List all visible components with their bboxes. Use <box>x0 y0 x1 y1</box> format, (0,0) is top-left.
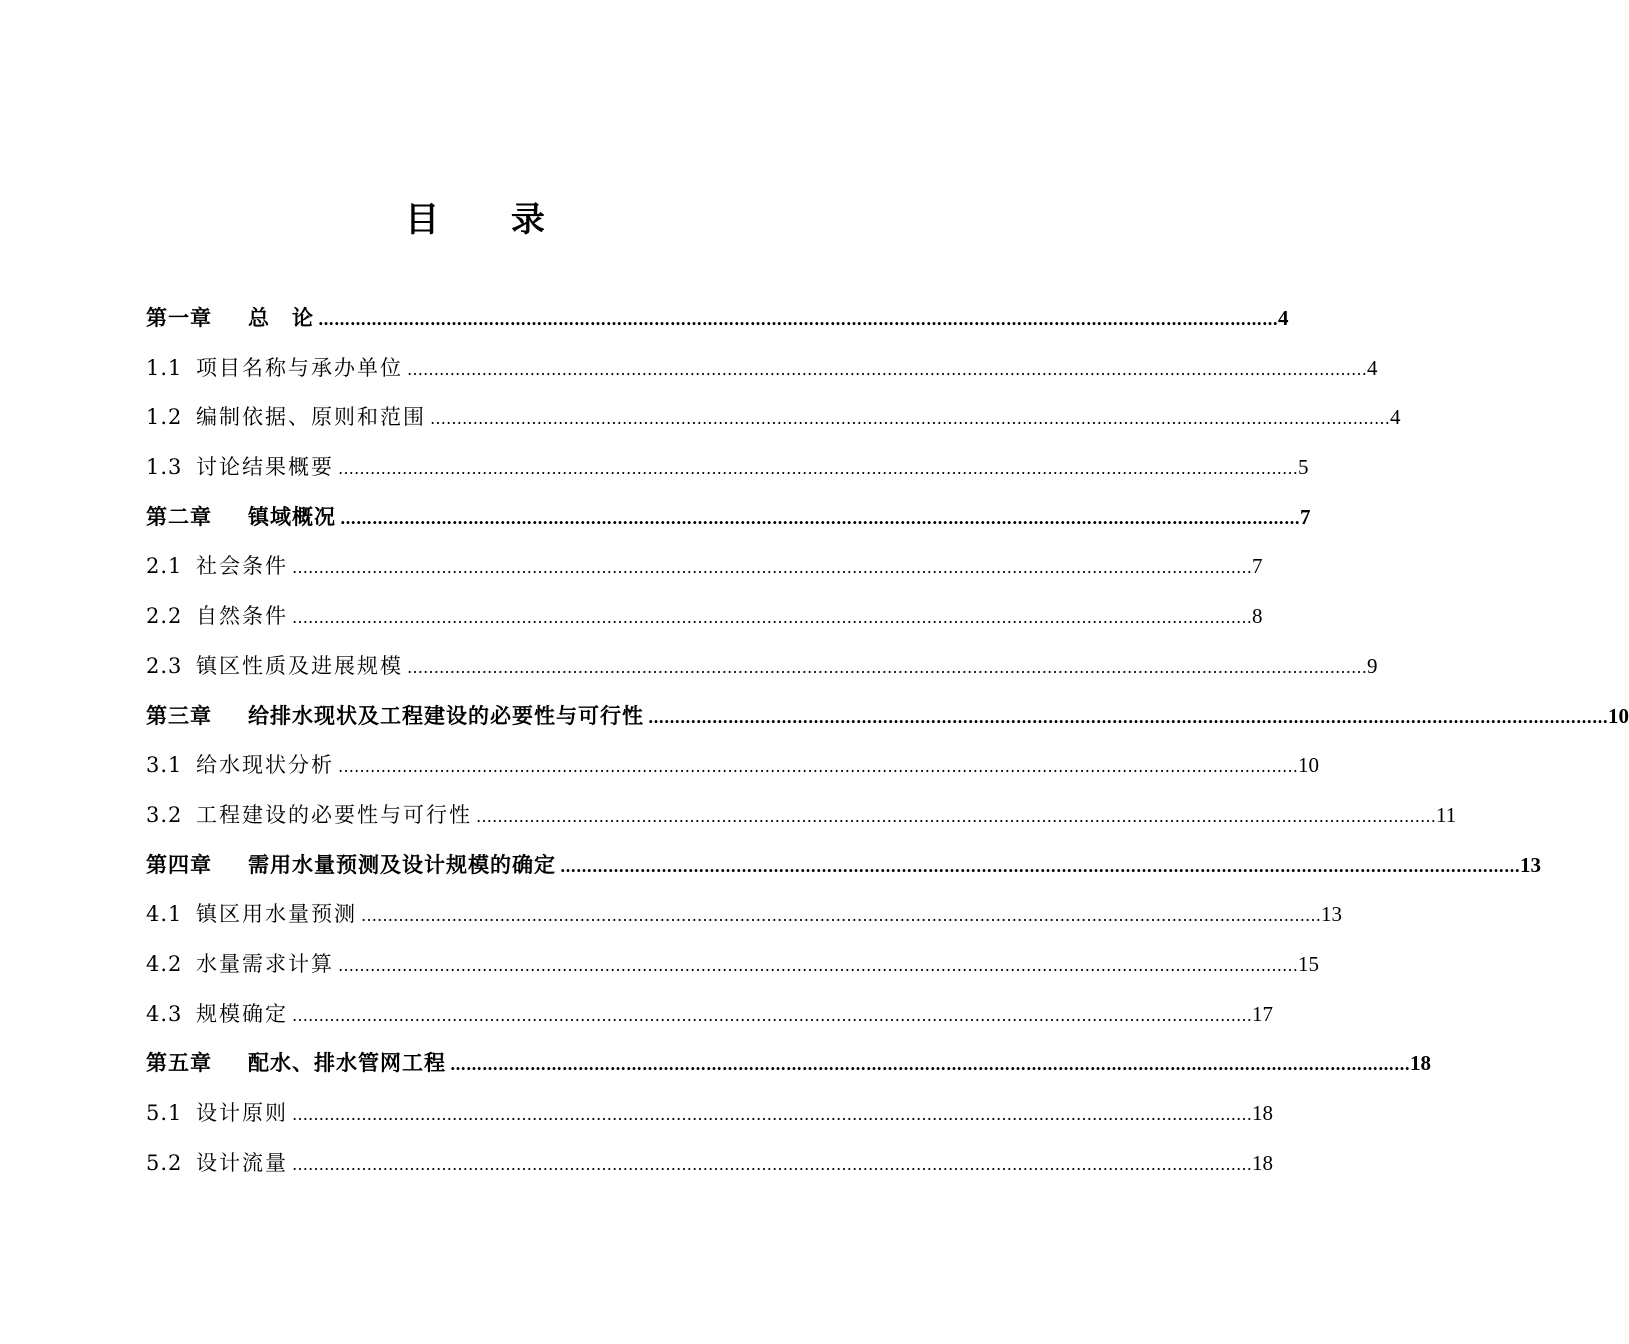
toc-page-number: 18 <box>1252 1101 1273 1125</box>
toc-entry-number: 第五章 <box>146 1051 212 1076</box>
toc-entry[interactable] <box>146 1039 1431 1089</box>
toc-dot-leader: ……………………………………………………………………………………………………………………………………………………………… <box>338 955 1298 975</box>
toc-entry-title: 工程建设的必要性与可行性 <box>196 802 472 827</box>
toc-entry-number: 第二章 <box>146 504 212 529</box>
toc-entry[interactable] <box>146 393 1401 443</box>
toc-entry[interactable] <box>146 443 1309 493</box>
toc-entry-number: 4.3 <box>146 1001 183 1026</box>
toc-dot-leader: ……………………………………………………………………………………………………………………………………………………………… <box>476 806 1436 826</box>
toc-entry-title: 讨论结果概要 <box>196 455 334 480</box>
toc-page-number: 4 <box>1367 355 1378 380</box>
toc-entry-title: 需用水量预测及设计规模的确定 <box>248 852 556 877</box>
toc-page-number: 5 <box>1298 455 1309 480</box>
toc-entry-title: 给排水现状及工程建设的必要性与可行性 <box>248 703 644 728</box>
toc-dot-leader: ……………………………………………………………………………………………………………………………………………………………… <box>361 906 1321 926</box>
toc-entry-number: 第一章 <box>146 306 212 330</box>
toc-entry-number: 2.3 <box>146 653 183 678</box>
toc-entry[interactable] <box>146 741 1319 791</box>
toc-dot-leader: ……………………………………………………………………………………………………………………………………………………………… <box>560 856 1520 876</box>
toc-page-number: 8 <box>1252 604 1263 629</box>
toc-entry[interactable] <box>146 344 1378 394</box>
toc-entry[interactable] <box>146 493 1311 543</box>
toc-page-number: 7 <box>1252 554 1263 579</box>
toc-entry-number: 3.1 <box>146 753 183 778</box>
toc-entry-number: 4.2 <box>146 951 183 976</box>
toc-title: 目 录 <box>405 200 575 240</box>
toc-page-number: 15 <box>1298 951 1319 976</box>
toc-entry[interactable] <box>146 1089 1273 1139</box>
toc-entry[interactable] <box>146 940 1319 990</box>
toc-entry[interactable] <box>146 990 1273 1040</box>
toc-dot-leader: ……………………………………………………………………………………………………………………………………………………………… <box>340 508 1300 528</box>
toc-dot-leader: ……………………………………………………………………………………………………………………………………………………………… <box>338 757 1298 777</box>
toc-page-number: 13 <box>1520 852 1541 877</box>
toc-entry[interactable] <box>146 642 1378 692</box>
toc-dot-leader: ……………………………………………………………………………………………………………………………………………………………… <box>407 359 1367 379</box>
toc-page-number: 10 <box>1298 753 1319 778</box>
toc-page-number: 4 <box>1278 306 1289 330</box>
toc-entry-number: 4.1 <box>146 902 183 927</box>
toc-entry-title: 编制依据、原则和范围 <box>196 405 426 430</box>
toc-entry[interactable] <box>146 841 1541 891</box>
toc-entry-number: 2.1 <box>146 554 183 579</box>
toc-dot-leader: ……………………………………………………………………………………………………………………………………………………………… <box>318 310 1278 329</box>
toc-entry-title: 设计原则 <box>196 1101 288 1125</box>
toc-entry-title: 社会条件 <box>196 554 288 579</box>
toc-entry-number: 1.1 <box>146 355 183 380</box>
toc-dot-leader: ……………………………………………………………………………………………………………………………………………………………… <box>430 409 1390 429</box>
toc-entry[interactable] <box>146 542 1263 592</box>
toc-dot-leader: ……………………………………………………………………………………………………………………………………………………………… <box>407 657 1367 677</box>
toc-dot-leader: ……………………………………………………………………………………………………………………………………………………………… <box>292 1154 1252 1174</box>
toc-entry-title: 总 论 <box>248 306 314 330</box>
toc-entry-number: 第三章 <box>146 703 212 728</box>
toc-page-number: 9 <box>1367 653 1378 678</box>
toc-dot-leader: ……………………………………………………………………………………………………………………………………………………………… <box>292 1005 1252 1025</box>
toc-page-number: 7 <box>1300 504 1311 529</box>
toc-entry-title: 镇域概况 <box>248 504 336 529</box>
toc-entry-number: 5.1 <box>146 1101 183 1125</box>
toc-entry-title: 规模确定 <box>196 1001 288 1026</box>
toc-page-number: 18 <box>1252 1150 1273 1175</box>
toc-page-number: 11 <box>1436 802 1457 827</box>
toc-dot-leader: ……………………………………………………………………………………………………………………………………………………………… <box>292 608 1252 628</box>
toc-entry-number: 3.2 <box>146 802 183 827</box>
toc-entry-number: 1.2 <box>146 405 183 430</box>
toc-entry[interactable] <box>146 1139 1273 1189</box>
toc-dot-leader: ……………………………………………………………………………………………………………………………………………………………… <box>648 707 1608 727</box>
toc-dot-leader: ……………………………………………………………………………………………………………………………………………………………… <box>292 1105 1252 1124</box>
toc-entry[interactable] <box>146 791 1457 841</box>
toc-entry-title: 项目名称与承办单位 <box>196 355 403 380</box>
toc-entry[interactable] <box>146 692 1629 742</box>
toc-entry[interactable] <box>146 890 1342 940</box>
toc-page-number: 18 <box>1410 1051 1431 1076</box>
toc-page-number: 13 <box>1321 902 1342 927</box>
toc-entry[interactable] <box>146 592 1263 642</box>
toc-entry-number: 5.2 <box>146 1150 183 1175</box>
toc-dot-leader: ……………………………………………………………………………………………………………………………………………………………… <box>450 1055 1410 1075</box>
toc-entry[interactable] <box>146 294 1289 344</box>
toc-page-number: 17 <box>1252 1001 1273 1026</box>
toc-page-number: 10 <box>1608 703 1629 728</box>
toc-entry-number: 2.2 <box>146 604 183 629</box>
toc-entry-title: 给水现状分析 <box>196 753 334 778</box>
toc-entry-title: 镇区用水量预测 <box>196 902 357 927</box>
toc-page-number: 4 <box>1390 405 1401 430</box>
toc-entry-number: 1.3 <box>146 455 183 480</box>
toc-entry-number: 第四章 <box>146 852 212 877</box>
toc-entry-title: 配水、排水管网工程 <box>248 1051 446 1076</box>
toc-dot-leader: ……………………………………………………………………………………………………………………………………………………………… <box>338 459 1298 479</box>
toc-list <box>146 294 1629 1188</box>
toc-entry-title: 设计流量 <box>196 1150 288 1175</box>
toc-entry-title: 镇区性质及进展规模 <box>196 653 403 678</box>
toc-entry-title: 自然条件 <box>196 604 288 629</box>
toc-entry-title: 水量需求计算 <box>196 951 334 976</box>
toc-dot-leader: ……………………………………………………………………………………………………………………………………………………………… <box>292 558 1252 578</box>
